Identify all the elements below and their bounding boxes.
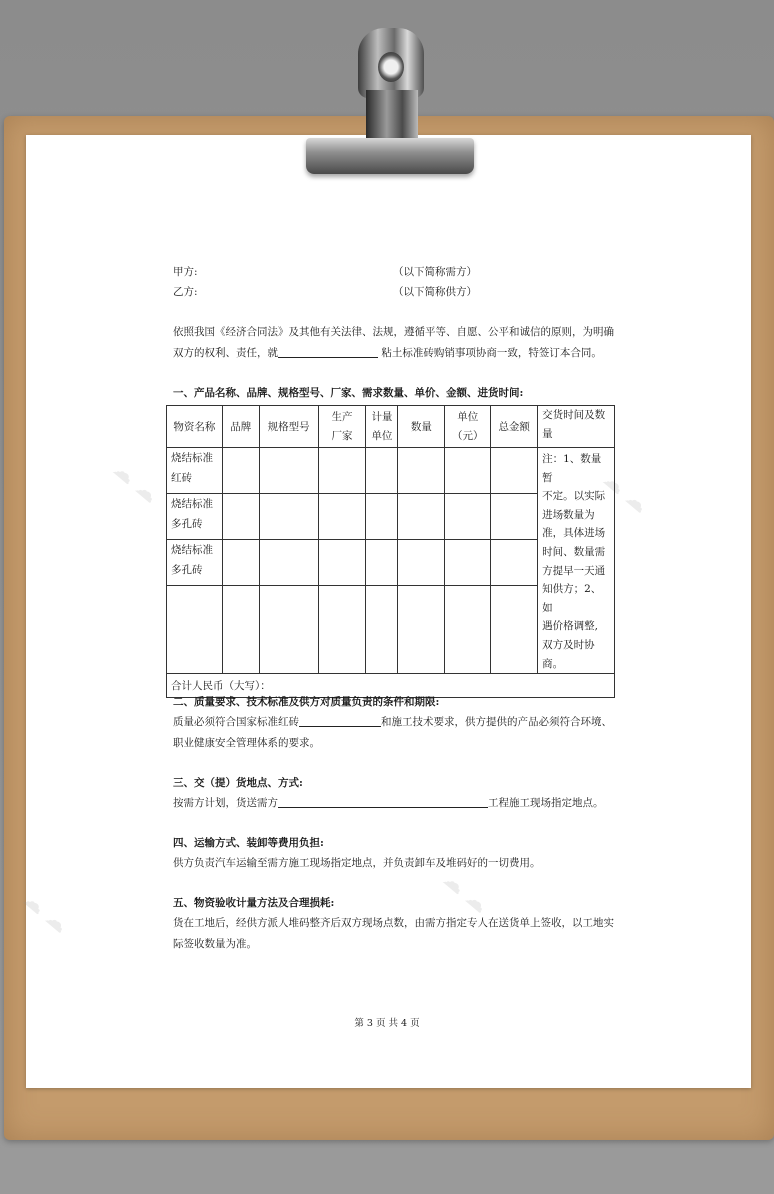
cell-brand [222,586,259,674]
brick-standard-blank [299,713,381,727]
cell-spec [259,540,318,586]
cell-price [445,494,491,540]
note-line: 注：1、数量暂 [542,453,602,484]
cell-brand [222,540,259,586]
header-name: 物资名称 [167,406,223,448]
note-line: 准，具体进场 [542,527,606,540]
cell-spec [259,494,318,540]
intro-line-1: 依照我国《经济合同法》及其他有关法律、法规，遵循平等、自愿、公平和诚信的原则，为明确 [173,326,614,338]
cell-unit [366,448,398,494]
header-maker-line2: 厂家 [331,429,353,442]
header-delivery-line1: 交货时间及数 [542,409,606,421]
section-2-title: 二、质量要求、技术标准及供方对质量负责的条件和期限: [173,696,440,708]
row-1-name-line2: 红砖 [171,472,192,484]
cell-total [491,540,538,586]
cell-material [167,448,223,494]
cell-material [167,586,223,674]
header-spec: 规格型号 [259,406,318,448]
section-4-title: 四、运输方式、装卸等费用负担: [173,837,324,849]
row-1-name-line1: 烧结标准 [171,452,213,464]
header-delivery [538,406,615,448]
header-maker [318,406,366,448]
cell-total [491,448,538,494]
note-line: 时间、数量需 [542,545,606,558]
cell-unit [366,540,398,586]
cell-spec [259,448,318,494]
section-2-line-1 [173,712,612,732]
row-3-name-line1: 烧结标准 [171,544,213,557]
watermark: ☁ ☁ [597,466,654,519]
cell-maker [318,586,366,674]
cell-maker [318,494,366,540]
watermark: ☁ ☁ [437,866,494,919]
header-qty: 数量 [398,406,445,448]
clip-base [306,138,474,174]
section-5-title: 五、物资验收计量方法及合理损耗: [173,897,335,909]
goods-table [166,405,615,698]
note-line: 商。 [542,657,564,670]
cell-total [491,586,538,674]
section-3-title: 三、交（提）货地点、方式: [173,777,303,789]
cell-brand [222,494,259,540]
cell-material [167,494,223,540]
cell-qty [398,586,445,674]
project-name-blank [278,794,488,808]
row-3-name-line2: 多孔砖 [171,564,203,577]
note-line: 双方及时协 [542,638,595,651]
section-2-line-1-prefix: 质量必须符合国家标准红砖 [173,716,299,728]
section-4-line-1: 供方负责汽车运输至需方施工现场指定地点，并负责卸车及堆码好的一切费用。 [173,857,541,869]
cell-unit [366,586,398,674]
note-line: 不定。以实际 [542,490,606,503]
section-3-line-1-prefix: 按需方计划，货送需方 [173,797,278,809]
cell-qty [398,494,445,540]
header-brand: 品牌 [222,406,259,448]
party-a-label: 甲方: [173,266,198,278]
table-header-row [167,406,615,448]
intro-line-2-suffix: 粘土标准砖购销事项协商一致，特签订本合同。 [381,347,602,359]
table-row [167,448,615,494]
page-number: 第 3 页 共 4 页 [354,1018,420,1029]
watermark: ☁ ☁ [107,456,164,509]
cell-maker [318,540,366,586]
cell-qty [398,448,445,494]
cell-spec [259,586,318,674]
party-a-note: （以下简称需方） [393,266,477,278]
note-line: 知供方；2、如 [542,583,602,614]
note-line: 遇价格调整, [542,620,598,633]
cell-qty [398,540,445,586]
row-2-name-line2: 多孔砖 [171,518,203,531]
note-line: 方提早一天通 [542,564,606,577]
cell-price [445,586,491,674]
clip-body [366,90,418,140]
note-line: 进场数量为 [542,508,595,521]
section-5-line-1: 货在工地后，经供方派人堆码整齐后双方现场点数，由需方指定专人在送货单上签收，以工地实 [173,917,614,929]
header-price [445,406,491,448]
header-price-line1: 单位 [457,410,479,423]
clip-hole [378,52,404,82]
delivery-note-cell [538,448,615,674]
section-1-title: 一、产品名称、品牌、规格型号、厂家、需求数量、单价、金额、进货时间: [173,387,524,399]
intro-line-2-prefix: 双方的权利、责任，就 [173,347,278,359]
party-b-note: （以下简称供方） [393,286,477,298]
watermark: ☁ ☁ [17,886,74,939]
cell-total [491,494,538,540]
section-2-line-2: 职业健康安全管理体系的要求。 [173,737,320,749]
header-maker-line1: 生产 [331,410,353,423]
section-2-line-1-suffix: 和施工技术要求，供方提供的产品必须符合环境、 [381,716,612,728]
cell-price [445,540,491,586]
cell-price [445,448,491,494]
cell-unit [366,494,398,540]
header-price-line2: （元） [452,429,484,442]
cell-maker [318,448,366,494]
header-unit-line1: 计量 [371,410,393,423]
sum-label: 合计人民币（大写）： [167,674,615,698]
cell-material [167,540,223,586]
section-5-line-2: 际签收数量为准。 [173,938,257,950]
intro-line-2 [173,343,602,363]
section-3-line-1-suffix: 工程施工现场指定地点。 [488,797,604,809]
section-3-line-1 [173,793,604,813]
row-2-name-line1: 烧结标准 [171,498,213,511]
cell-brand [222,448,259,494]
header-unit-line2: 单位 [371,429,393,442]
header-delivery-line2: 量 [542,428,553,440]
subject-blank [278,344,378,358]
party-b-label: 乙方: [173,286,198,298]
header-total: 总金额 [491,406,538,448]
header-unit [366,406,398,448]
